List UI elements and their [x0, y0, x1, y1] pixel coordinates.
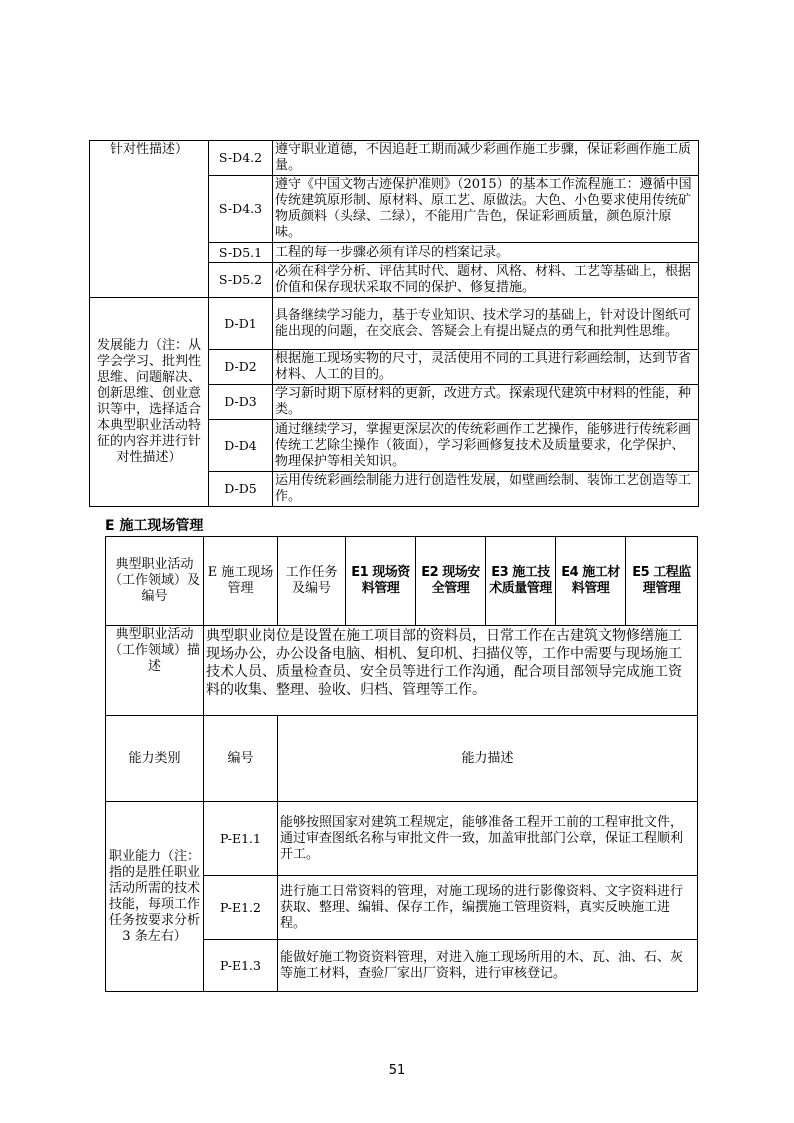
- section-title: E 施工现场管理: [105, 518, 204, 534]
- development-category-cell: [90, 298, 209, 507]
- description-cell: 能够按照国家对建筑工程规定，能够准备工程开工前的工程审批文件，通过审查图纸名称与审批文件一致，加盖审批部门公章，保证工程顺利开工。: [278, 802, 698, 876]
- code-cell: S-D5.1: [209, 243, 273, 263]
- task-cell: E5 工程监理管理: [626, 537, 698, 626]
- code-cell: S-D4.3: [209, 176, 273, 243]
- code-cell: S-D5.2: [209, 263, 273, 298]
- code-cell: P-E1.3: [204, 940, 278, 992]
- site-management-table: [105, 536, 698, 992]
- description-cell: 学习新时期下原材料的更新，改进方式。探索现代建筑中材料的性能，种类。: [273, 385, 699, 420]
- description-cell: 通过继续学习，掌握更深层次的传统彩画作工艺操作，能够进行传统彩画传统工艺除尘操作（筱面），学习彩画修复技术及质量要求，化学保护、物理保护等相关知识。: [273, 420, 699, 472]
- description-cell: 进行施工日常资料的管理，对施工现场的进行影像资料、文字资料进行获取、整理、编辑、保存工作，编撰施工管理资料，真实反映施工进程。: [278, 876, 698, 940]
- column-header-code: 编号: [204, 716, 278, 802]
- code-cell: D-D2: [209, 350, 273, 385]
- category-text: 职业能力（注：指的是胜任职业活动所需的技术技能，每项工作任务按要求分析 3 条左右）: [108, 848, 200, 944]
- activity-label-cell: 典型职业活动（工作领域）及编号: [106, 537, 204, 626]
- professional-category-cell: [106, 802, 204, 992]
- code-cell: D-D1: [209, 298, 273, 350]
- description-cell: 工程的每一步骤必须有详尽的档案记录。: [273, 243, 699, 263]
- code-cell: D-D3: [209, 385, 273, 420]
- description-cell: 根据施工现场实物的尺寸，灵活使用不同的工具进行彩画绘制，达到节省材料、人工的目的。: [273, 350, 699, 385]
- code-cell: D-D4: [209, 420, 273, 472]
- task-cell: E3 施工技术质量管理: [486, 537, 556, 626]
- column-header-category: 能力类别: [106, 716, 204, 802]
- column-header-description: 能力描述: [278, 716, 698, 802]
- description-cell: 遵守《中国文物古迹保护准则》（2015）的基本工作流程施工：遵循中国传统建筑原形制、原材料、原工艺、原做法。大色、小色要求使用传统矿物质颜料（头绿、二绿），不能用广告色，保证彩画质量，颜色原汁原味。: [273, 176, 699, 243]
- description-cell: 具备继续学习能力，基于专业知识、技术学习的基础上，针对设计图纸可能出现的问题，在交底会、答疑会上有提出疑点的勇气和批判性思维。: [273, 298, 699, 350]
- description-cell: 必须在科学分析、评估其时代、题材、风格、材料、工艺等基础上，根据价值和保存现状采取不同的保护、修复措施。: [273, 263, 699, 298]
- task-label-cell: 工作任务及编号: [278, 537, 346, 626]
- code-cell: S-D4.2: [209, 141, 273, 176]
- description-cell: 运用传统彩画绘制能力进行创造性发展，如壁画绘制、装饰工艺创造等工作。: [273, 472, 699, 507]
- description-label-cell: 典型职业活动（工作领域）描述: [106, 626, 204, 716]
- page-number: 51: [388, 1063, 406, 1078]
- continuation-table: [89, 140, 699, 507]
- task-cell: E4 施工材料管理: [556, 537, 626, 626]
- category-text: 发展能力（注：从学会学习、批判性思维、问题解决、创新思维、创业意识等中，选择适合本典型职业活动特征的内容并进行针对性描述）: [96, 338, 201, 465]
- activity-value-cell: E 施工现场管理: [204, 537, 278, 626]
- description-cell: 遵守职业道德，不因追赶工期而减少彩画作施工步骤，保证彩画作施工质量。: [273, 141, 699, 176]
- code-cell: P-E1.2: [204, 876, 278, 940]
- task-cell: E1 现场资料管理: [346, 537, 416, 626]
- code-cell: P-E1.1: [204, 802, 278, 876]
- category-cell: [90, 141, 209, 298]
- category-text: 针对性描述）: [109, 142, 188, 157]
- task-cell: E2 现场安全管理: [416, 537, 486, 626]
- code-cell: D-D5: [209, 472, 273, 507]
- activity-description-cell: 典型职业岗位是设置在施工项目部的资料员，日常工作在古建筑文物修缮施工现场办公，办公设备电脑、相机、复印机、扫描仪等，工作中需要与现场施工技术人员、质量检查员、安全员等进行工作沟通，配合项目部领导完成施工资料的收集、整理、验收、归档、管理等工作。: [204, 626, 698, 716]
- description-cell: 能做好施工物资资料管理，对进入施工现场所用的木、瓦、油、石、灰等施工材料，查验厂家出厂资料，进行审核登记。: [278, 940, 698, 992]
